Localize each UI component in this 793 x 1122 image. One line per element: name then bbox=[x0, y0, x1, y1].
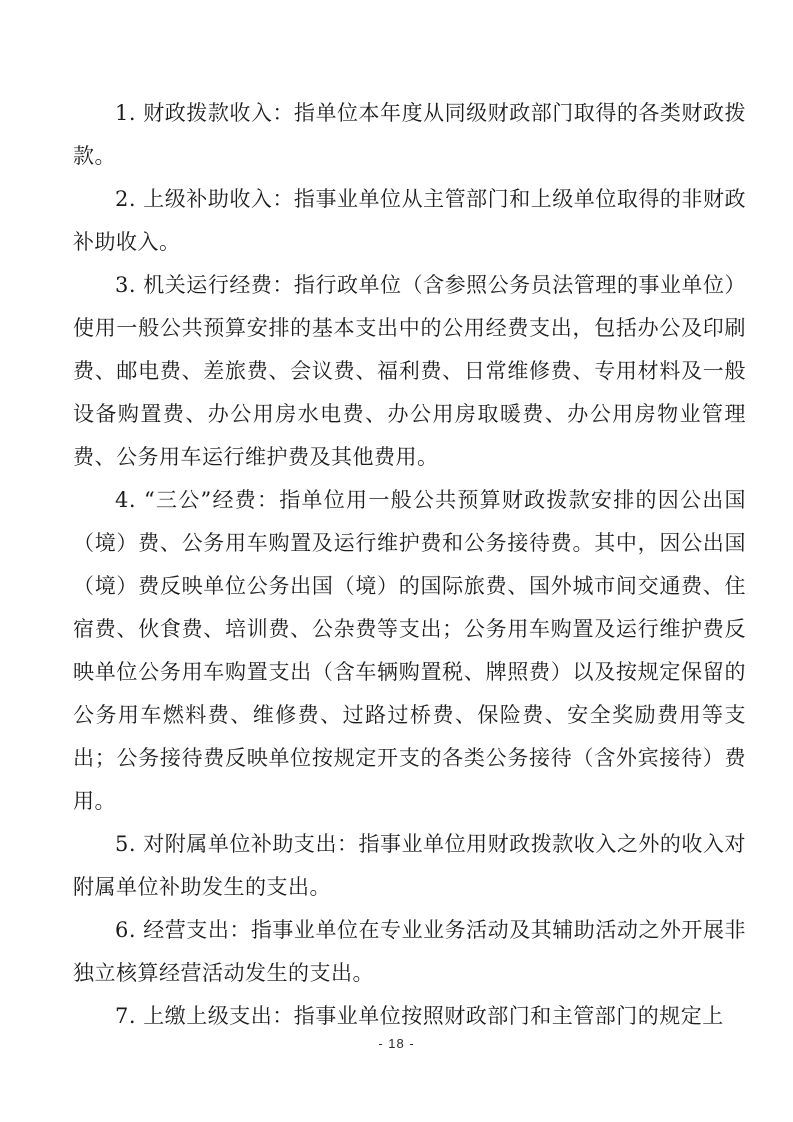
paragraph-payment-to-superior: 7. 上缴上级支出：指事业单位按照财政部门和主管部门的规定上 bbox=[115, 1004, 724, 1028]
paragraph-superior-subsidy-income: 2. 上级补助收入：指事业单位从主管部门和上级单位取得的非财政补助收入。 bbox=[73, 187, 746, 254]
document-body bbox=[73, 92, 746, 1038]
paragraph-subsidy-to-affiliated-units: 5. 对附属单位补助支出：指事业单位用财政拨款收入之外的收入对附属单位补助发生的支出。 bbox=[73, 832, 746, 899]
paragraph-operating-expenditure: 6. 经营支出：指事业单位在专业业务活动及其辅助活动之外开展非独立核算经营活动发生的支出。 bbox=[73, 918, 746, 985]
paragraph-agency-operating-funds: 3. 机关运行经费：指行政单位（含参照公务员法管理的事业单位）使用一般公共预算安排的基本支出中的公用经费支出，包括办公及印刷费、邮电费、差旅费、会议费、福利费、日常维修费、专用材料及一般设备购置费、办公用房水电费、办公用房取暖费、办公用房物业管理费、公务用车运行维护费及其他费用。 bbox=[73, 273, 746, 469]
paragraph-fiscal-appropriation-income: 1. 财政拨款收入：指单位本年度从同级财政部门取得的各类财政拨款。 bbox=[73, 101, 746, 168]
page-number: - 18 - bbox=[378, 1036, 415, 1051]
paragraph-three-public-funds: 4. “三公”经费：指单位用一般公共预算财政拨款安排的因公出国（境）费、公务用车购置及运行维护费和公务接待费。其中，因公出国（境）费反映单位公务出国（境）的国际旅费、国外城市间交通费、住宿费、伙食费、培训费、公杂费等支出；公务用车购置及运行维护费反映单位公务用车购置支出（含车辆购置税、牌照费）以及按规定保留的公务用车燃料费、维修费、过路过桥费、保险费、安全奖励费用等支出；公务接待费反映单位按规定开支的各类公务接待（含外宾接待）费用。 bbox=[73, 488, 746, 813]
